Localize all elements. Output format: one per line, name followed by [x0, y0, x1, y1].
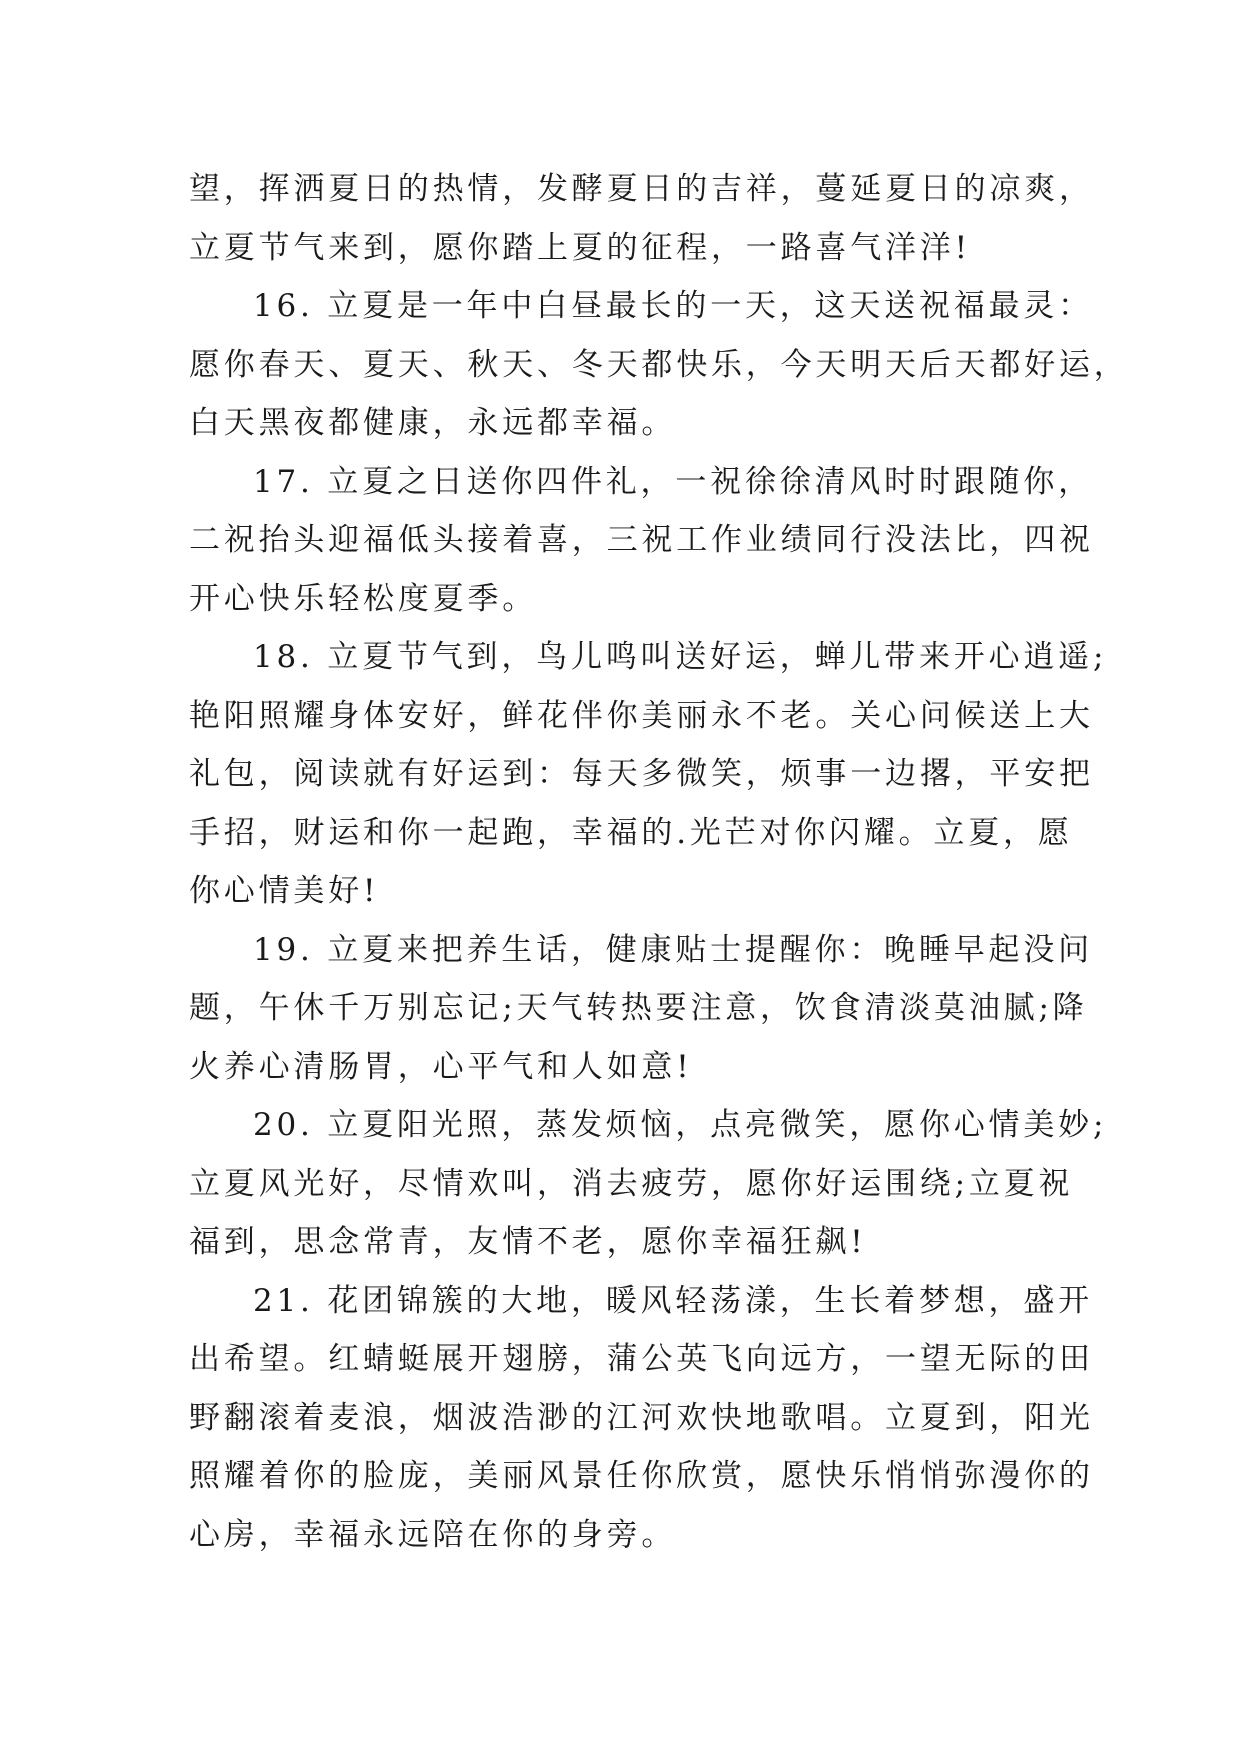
paragraph-start-16: 16. 立夏是一年中白昼最长的一天，这天送祝福最灵： — [253, 288, 1093, 324]
paragraph-start-17: 17. 立夏之日送你四件礼，一祝徐徐清风时时跟随你， — [253, 463, 1093, 500]
text-line: 野翻滚着麦浪，烟波浩渺的江河欢快地歌唱。立夏到，阳光 — [189, 1399, 1094, 1436]
paragraph-start-20: 20. 立夏阳光照，蒸发烦恼，点亮微笑，愿你心情美妙; — [253, 1107, 1108, 1143]
text-line: 你心情美好! — [189, 873, 380, 909]
text-line: 照耀着你的脸庞，美丽风景任你欣赏，愿快乐悄悄弥漫你的 — [189, 1458, 1094, 1494]
text-line: 望，挥洒夏日的热情，发酵夏日的吉祥，蔓延夏日的凉爽， — [189, 171, 1094, 207]
text-line: 白天黑夜都健康，永远都幸福。 — [189, 405, 677, 441]
text-line: 福到，思念常青，友情不老，愿你幸福狂飙! — [189, 1224, 867, 1260]
text-line: 出希望。红蜻蜓展开翅膀，蒲公英飞向远方，一望无际的田 — [189, 1341, 1094, 1377]
text-line: 礼包，阅读就有好运到：每天多微笑，烦事一边撂，平安把 — [189, 756, 1094, 792]
text-line: 愿你春天、夏天、秋天、冬天都快乐，今天明天后天都好运， — [189, 346, 1129, 383]
text-line: 艳阳照耀身体安好，鲜花伴你美丽永不老。关心问候送上大 — [189, 697, 1094, 734]
text-line: 火养心清肠胃，心平气和人如意! — [189, 1048, 693, 1085]
document-body — [189, 160, 1129, 1564]
paragraph-start-18: 18. 立夏节气到，鸟儿鸣叫送好运，蝉儿带来开心逍遥; — [253, 639, 1108, 675]
text-line: 立夏风光好，尽情欢叫，消去疲劳，愿你好运围绕;立夏祝 — [189, 1165, 1074, 1202]
text-line: 手招，财运和你一起跑，幸福的.光芒对你闪耀。立夏，愿 — [189, 814, 1073, 851]
paragraph-start-21: 21. 花团锦簇的大地，暖风轻荡漾，生长着梦想，盛开 — [253, 1282, 1093, 1319]
text-line: 心房，幸福永远陪在你的身旁。 — [189, 1516, 677, 1553]
text-line: 立夏节气来到，愿你踏上夏的征程，一路喜气洋洋! — [189, 229, 971, 266]
text-line: 题，午休千万别忘记;天气转热要注意，饮食清淡莫油腻;降 — [189, 990, 1088, 1026]
text-line: 二祝抬头迎福低头接着喜，三祝工作业绩同行没法比，四祝 — [189, 522, 1094, 558]
text-line: 开心快乐轻松度夏季。 — [189, 580, 537, 617]
paragraph-start-19: 19. 立夏来把养生话，健康贴士提醒你：晚睡早起没问 — [253, 931, 1093, 968]
